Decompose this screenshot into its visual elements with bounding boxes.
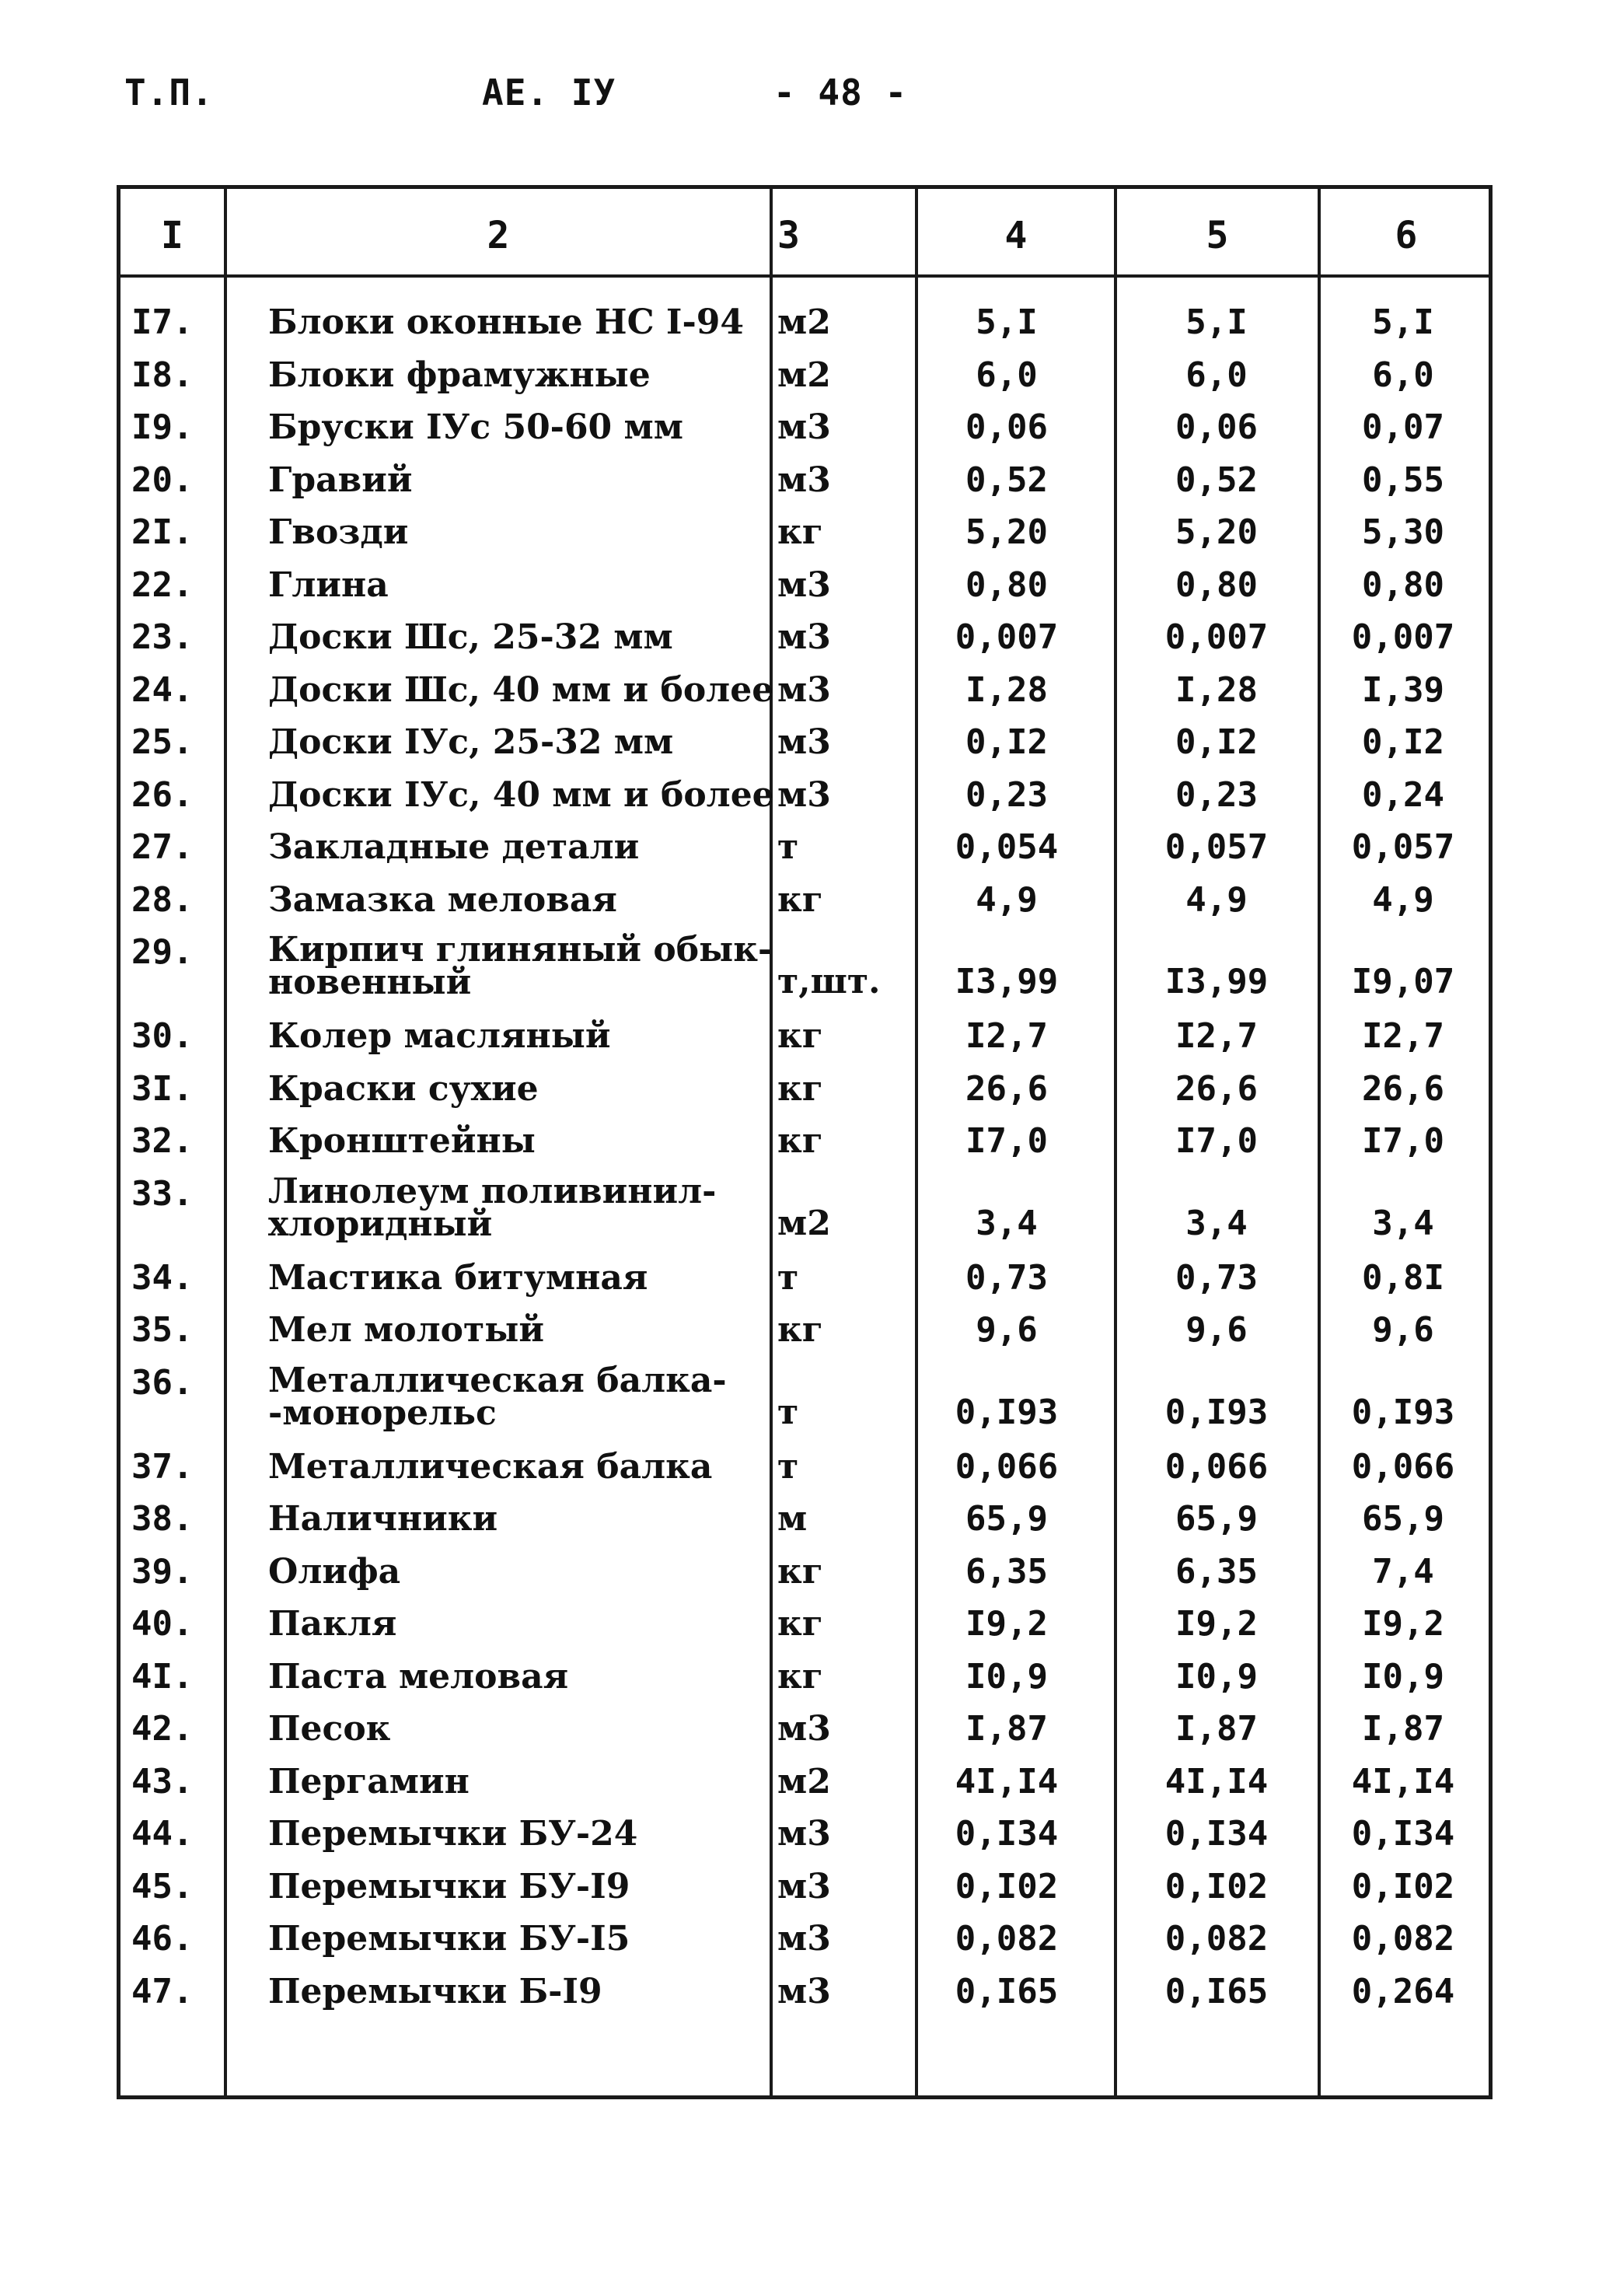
value-col-6: 0,07	[1362, 407, 1444, 447]
value-col-6: 9,6	[1372, 1310, 1434, 1350]
column-header-2: 2	[487, 214, 510, 257]
value-col-6: I9,2	[1362, 1604, 1444, 1644]
unit: м3	[777, 1919, 831, 1959]
column-header-4: 4	[1004, 214, 1028, 257]
value-col-4: 0,I02	[955, 1866, 1059, 1906]
value-col-6: 3,4	[1372, 1203, 1434, 1243]
material-name-line: Наличники	[268, 1499, 498, 1539]
value-col-6: I2,7	[1362, 1016, 1444, 1056]
header-album-code: АЕ. IУ	[482, 72, 616, 114]
material-name-line: Замазка меловая	[268, 879, 617, 920]
value-col-5: 6,0	[1185, 355, 1248, 395]
value-col-4: 9,6	[976, 1310, 1038, 1350]
material-name-line: Доски Шс, 40 мм и более	[268, 669, 774, 710]
unit: кг	[777, 1121, 823, 1161]
column-header-5: 5	[1206, 214, 1229, 257]
material-name-line: Гравий	[268, 460, 413, 500]
value-col-6: 0,24	[1362, 774, 1444, 815]
value-col-6: 5,I	[1372, 302, 1434, 342]
material-name-line: Линолеум поливинил-	[268, 1171, 717, 1211]
value-col-6: 5,30	[1362, 512, 1444, 552]
unit: м3	[777, 669, 831, 710]
row-number: 27.	[131, 827, 194, 867]
row-number: 32.	[131, 1121, 194, 1161]
value-col-4: 0,80	[965, 564, 1048, 605]
value-col-5: 9,6	[1185, 1310, 1248, 1350]
unit: кг	[777, 1310, 823, 1350]
column-header-6: 6	[1395, 214, 1418, 257]
value-col-4: 0,066	[955, 1446, 1059, 1487]
value-col-5: I2,7	[1175, 1016, 1258, 1056]
value-col-4: 6,0	[976, 355, 1038, 395]
value-col-5: 4,9	[1185, 879, 1248, 920]
row-number: 23.	[131, 617, 194, 657]
row-number: 26.	[131, 774, 194, 815]
value-col-5: 4I,I4	[1164, 1761, 1269, 1802]
unit: м3	[777, 1866, 831, 1906]
unit: кг	[777, 879, 823, 920]
row-number: 2I.	[131, 512, 194, 552]
unit: т	[777, 1446, 799, 1487]
material-name-line: Бруски IУс 50-60 мм	[268, 407, 683, 447]
row-number: 43.	[131, 1761, 194, 1802]
value-col-6: 7,4	[1372, 1551, 1434, 1592]
value-col-6: 0,I02	[1351, 1866, 1455, 1906]
value-col-6: I,87	[1362, 1709, 1444, 1749]
row-number: 46.	[131, 1919, 194, 1959]
value-col-6: 0,057	[1351, 827, 1455, 867]
unit: т	[777, 1392, 799, 1432]
value-col-4: I2,7	[965, 1016, 1048, 1056]
material-name-line: Металлическая балка-	[268, 1360, 727, 1400]
unit: т,шт.	[777, 962, 881, 1001]
header-series-code: Т.П.	[124, 72, 214, 114]
row-number: 45.	[131, 1866, 194, 1906]
row-number: 37.	[131, 1446, 194, 1487]
value-col-4: I0,9	[965, 1656, 1048, 1697]
row-number: I7.	[131, 302, 194, 342]
value-col-5: I9,2	[1175, 1604, 1258, 1644]
unit: м2	[777, 1761, 831, 1802]
unit: кг	[777, 1656, 823, 1697]
value-col-4: 5,I	[976, 302, 1038, 342]
value-col-6: 0,I93	[1351, 1392, 1455, 1432]
material-name-line: Перемычки БУ-I5	[268, 1919, 630, 1959]
material-name-line: Мел молотый	[268, 1310, 544, 1350]
value-col-5: 3,4	[1185, 1203, 1248, 1243]
value-col-6: 0,066	[1351, 1446, 1455, 1487]
value-col-4: 0,73	[965, 1257, 1048, 1298]
value-col-5: I,87	[1175, 1709, 1258, 1749]
value-col-6: 0,082	[1351, 1919, 1455, 1959]
header-row-divider	[120, 274, 1489, 278]
value-col-6: 0,I34	[1351, 1814, 1455, 1854]
unit: т	[777, 1257, 799, 1298]
row-number: 28.	[131, 879, 194, 920]
material-name-line: Блоки оконные НС I-94	[268, 302, 744, 342]
value-col-5: 0,I65	[1164, 1971, 1269, 2011]
row-number: 24.	[131, 669, 194, 710]
material-name-line: Металлическая балка	[268, 1446, 713, 1487]
value-col-4: 0,054	[955, 827, 1059, 867]
value-col-6: 65,9	[1362, 1499, 1444, 1539]
value-col-6: 0,264	[1351, 1971, 1455, 2011]
value-col-4: I7,0	[965, 1121, 1048, 1161]
unit: м2	[777, 355, 831, 395]
unit: м3	[777, 460, 831, 500]
column-header-1: I	[161, 214, 183, 257]
row-number: 20.	[131, 460, 194, 500]
value-col-4: I,28	[965, 669, 1048, 710]
column-header-3: 3	[777, 214, 800, 257]
value-col-4: 6,35	[965, 1551, 1048, 1592]
value-col-6: I0,9	[1362, 1656, 1444, 1697]
row-number: 34.	[131, 1257, 194, 1298]
value-col-4: 0,I65	[955, 1971, 1059, 2011]
value-col-4: 0,082	[955, 1919, 1059, 1959]
material-name-line: Пакля	[268, 1604, 397, 1644]
material-name-line: Доски IУс, 40 мм и более	[268, 774, 774, 815]
value-col-4: 0,I93	[955, 1392, 1059, 1432]
row-number: 30.	[131, 1016, 194, 1056]
unit: м3	[777, 722, 831, 762]
value-col-6: I9,07	[1351, 962, 1455, 1001]
value-col-5: 0,I02	[1164, 1866, 1269, 1906]
row-number: I8.	[131, 355, 194, 395]
value-col-4: 0,06	[965, 407, 1048, 447]
unit: м3	[777, 774, 831, 815]
value-col-5: I,28	[1175, 669, 1258, 710]
value-col-6: I,39	[1362, 669, 1444, 710]
value-col-6: 0,55	[1362, 460, 1444, 500]
material-name-line: Гвозди	[268, 512, 409, 552]
unit: м3	[777, 1814, 831, 1854]
value-col-4: 5,20	[965, 512, 1048, 552]
value-col-5: 0,I2	[1175, 722, 1258, 762]
value-col-5: I3,99	[1164, 962, 1269, 1001]
material-name-line: Закладные детали	[268, 827, 640, 867]
material-name-line: Перемычки БУ-24	[268, 1814, 638, 1854]
row-number: 25.	[131, 722, 194, 762]
value-col-5: I0,9	[1175, 1656, 1258, 1697]
material-name-line: Блоки фрамужные	[268, 355, 651, 395]
row-number: I9.	[131, 407, 194, 447]
value-col-4: 65,9	[965, 1499, 1048, 1539]
value-col-5: 0,73	[1175, 1257, 1258, 1298]
page-number: - 48 -	[773, 72, 908, 114]
row-number: 3I.	[131, 1068, 194, 1109]
row-number: 42.	[131, 1709, 194, 1749]
unit: кг	[777, 512, 823, 552]
value-col-6: 26,6	[1362, 1068, 1444, 1109]
value-col-6: 0,007	[1351, 617, 1455, 657]
material-name-line: Колер масляный	[268, 1016, 611, 1056]
value-col-5: 0,066	[1164, 1446, 1269, 1487]
row-number: 47.	[131, 1971, 194, 2011]
value-col-4: 0,52	[965, 460, 1048, 500]
value-col-5: I7,0	[1175, 1121, 1258, 1161]
material-name-line: Глина	[268, 564, 389, 605]
value-col-6: 4I,I4	[1351, 1761, 1455, 1802]
material-name-line: Кирпич глиняный обык-	[268, 930, 773, 970]
value-col-5: 0,057	[1164, 827, 1269, 867]
row-number: 29.	[131, 932, 194, 972]
value-col-5: 0,52	[1175, 460, 1258, 500]
value-col-5: 0,I93	[1164, 1392, 1269, 1432]
unit: м3	[777, 1709, 831, 1749]
unit: кг	[777, 1551, 823, 1592]
column-divider	[1114, 189, 1117, 2095]
material-name-line: Мастика битумная	[268, 1257, 648, 1298]
unit: м2	[777, 302, 831, 342]
row-number: 4I.	[131, 1656, 194, 1697]
value-col-5: 65,9	[1175, 1499, 1258, 1539]
material-name-line: Паста меловая	[268, 1656, 569, 1697]
row-number: 35.	[131, 1310, 194, 1350]
unit: м2	[777, 1203, 831, 1243]
value-col-4: I9,2	[965, 1604, 1048, 1644]
value-col-6: 6,0	[1372, 355, 1434, 395]
value-col-4: 4I,I4	[955, 1761, 1059, 1802]
value-col-4: 0,I2	[965, 722, 1048, 762]
row-number: 22.	[131, 564, 194, 605]
unit: кг	[777, 1068, 823, 1109]
row-number: 44.	[131, 1814, 194, 1854]
row-number: 39.	[131, 1551, 194, 1592]
value-col-4: 0,23	[965, 774, 1048, 815]
material-name-line: новенный	[268, 963, 472, 1002]
unit: м3	[777, 1971, 831, 2011]
material-name-line: Доски IУс, 25-32 мм	[268, 722, 674, 762]
material-name-line: Пергамин	[268, 1761, 470, 1802]
material-name-line: хлоридный	[268, 1204, 493, 1244]
row-number: 40.	[131, 1604, 194, 1644]
value-col-6: 0,8I	[1362, 1257, 1444, 1298]
materials-table	[117, 185, 1493, 2099]
value-col-6: I7,0	[1362, 1121, 1444, 1161]
material-name-line: Перемычки Б-I9	[268, 1971, 602, 2011]
value-col-5: 0,007	[1164, 617, 1269, 657]
value-col-4: 0,I34	[955, 1814, 1059, 1854]
material-name-line: -монорельс	[268, 1393, 497, 1433]
material-name-line: Доски Шс, 25-32 мм	[268, 617, 673, 657]
unit: м3	[777, 564, 831, 605]
value-col-4: 4,9	[976, 879, 1038, 920]
row-number: 38.	[131, 1499, 194, 1539]
value-col-5: 0,23	[1175, 774, 1258, 815]
material-name-line: Олифа	[268, 1551, 401, 1592]
value-col-5: 0,082	[1164, 1919, 1269, 1959]
value-col-6: 0,80	[1362, 564, 1444, 605]
value-col-4: 3,4	[976, 1203, 1038, 1243]
unit: кг	[777, 1604, 823, 1644]
value-col-4: I3,99	[955, 962, 1059, 1001]
unit: м3	[777, 407, 831, 447]
value-col-5: 0,80	[1175, 564, 1258, 605]
material-name-line: Краски сухие	[268, 1068, 539, 1109]
value-col-4: I,87	[965, 1709, 1048, 1749]
material-name-line: Песок	[268, 1709, 391, 1749]
value-col-5: 26,6	[1175, 1068, 1258, 1109]
value-col-5: 6,35	[1175, 1551, 1258, 1592]
value-col-5: 5,20	[1175, 512, 1258, 552]
value-col-4: 26,6	[965, 1068, 1048, 1109]
value-col-6: 4,9	[1372, 879, 1434, 920]
unit: м3	[777, 617, 831, 657]
value-col-6: 0,I2	[1362, 722, 1444, 762]
value-col-5: 0,I34	[1164, 1814, 1269, 1854]
value-col-5: 0,06	[1175, 407, 1258, 447]
unit: т	[777, 827, 799, 867]
material-name-line: Кронштейны	[268, 1121, 536, 1161]
row-number: 33.	[131, 1173, 194, 1214]
value-col-5: 5,I	[1185, 302, 1248, 342]
material-name-line: Перемычки БУ-I9	[268, 1866, 630, 1906]
row-number: 36.	[131, 1362, 194, 1403]
unit: м	[777, 1499, 808, 1539]
unit: кг	[777, 1016, 823, 1056]
value-col-4: 0,007	[955, 617, 1059, 657]
